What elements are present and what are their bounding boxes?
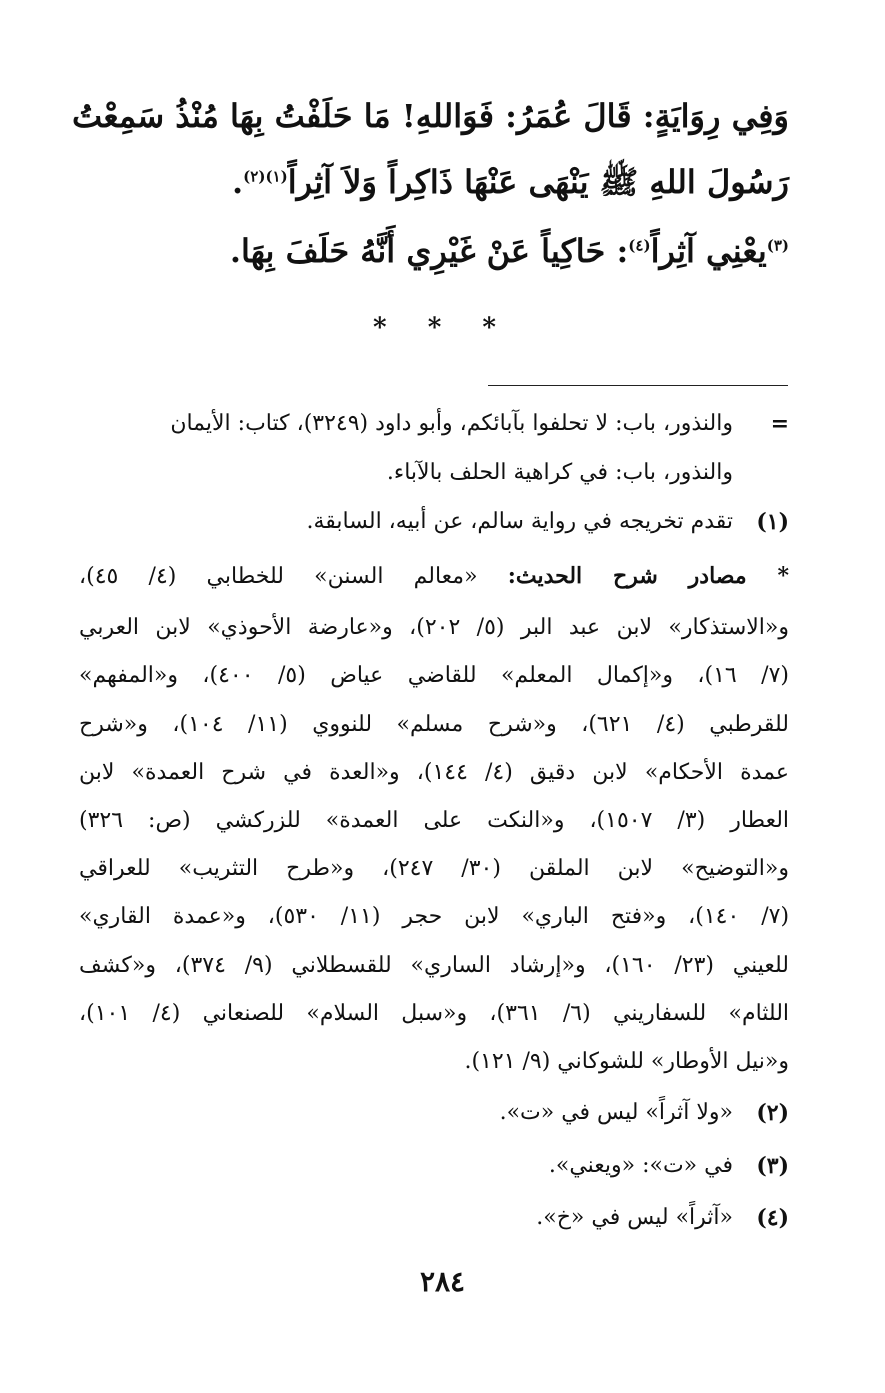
main-text-line-2-body: رَسُولَ اللهِ ﷺ يَنْهَى عَنْهَا ذَاكِراً وَلاَ آثِراً: [287, 163, 789, 201]
sources-line-1: [79, 565, 789, 588]
continuation-marker: =: [770, 411, 789, 437]
footnote-ref-3: (٣): [766, 236, 789, 255]
main-text-line-2: [232, 163, 789, 201]
sources-line-5: عمدة الأحكام» لابن دقيق (٤/ ١٤٤)، و«العدة في شرح العمدة» لابن: [79, 760, 790, 785]
main-text-line-2-end: .: [232, 163, 244, 201]
footnote-divider: [488, 385, 788, 386]
sources-line-3: (٧/ ١٦)، و«إكمال المعلم» للقاضي عياض (٥/ ٤٠٠)، و«المفهم»: [79, 663, 790, 688]
main-text-line-3-word: يعْنِي آثِراً: [650, 232, 767, 270]
footnote-2-text: «ولا آثراً» ليس في «ت».: [499, 1100, 733, 1125]
footnote-4-number: (٤): [756, 1205, 789, 1231]
footnote-ref-4: (٤): [628, 236, 651, 255]
main-text-line-3: [229, 232, 789, 270]
sources-line-7: و«التوضيح» لابن الملقن (٣٠/ ٢٤٧)، و«طرح التثريب» للعراقي: [79, 856, 789, 881]
footnote-3-text: في «ت»: «ويعني».: [548, 1153, 733, 1178]
footnote-2-number: (٢): [756, 1100, 789, 1126]
sources-line-10: اللثام» للسفاريني (٦/ ٣٦١)، و«سبل السلام» للصنعاني (٤/ ١٠١)،: [79, 1001, 790, 1026]
section-separator: * * *: [373, 313, 512, 343]
sources-line-4: للقرطبي (٤/ ٦٢١)، و«شرح مسلم» للنووي (١١/ ١٠٤)، و«شرح: [79, 712, 789, 737]
sources-line-1-text: «معالم السنن» للخطابي (٤/ ٤٥)،: [79, 564, 478, 589]
continuation-line-2: والنذور، باب: في كراهية الحلف بالآباء.: [386, 460, 733, 485]
footnote-1-number: (١): [756, 509, 789, 535]
sources-line-6: العطار (٣/ ١٥٠٧)، و«النكت على العمدة» للزركشي (ص: ٣٢٦): [79, 808, 790, 833]
footnote-3-number: (٣): [756, 1153, 789, 1179]
footnote-4-text: «آثراً» ليس في «خ».: [536, 1205, 733, 1230]
main-text-line-3-body: : حَاكِياً عَنْ غَيْرِي أَنَّهُ حَلَفَ بِهَا.: [229, 232, 629, 270]
sources-line-2: و«الاستذكار» لابن عبد البر (٥/ ٢٠٢)، و«عارضة الأحوذي» لابن العربي: [79, 615, 789, 640]
sources-heading: * مصادر شرح الحديث:: [507, 563, 789, 589]
sources-line-8: (٧/ ١٤٠)، و«فتح الباري» لابن حجر (١١/ ٥٣٠)، و«عمدة القاري»: [79, 904, 790, 929]
continuation-line-1: والنذور، باب: لا تحلفوا بآبائكم، وأبو داود (٣٢٤٩)، كتاب: الأيمان: [170, 411, 733, 436]
footnote-refs-1-2: (١)(٢): [243, 167, 288, 186]
main-text-line-1: وَفِي رِوَايَةٍ: قَالَ عُمَرُ: فَوَاللهِ! مَا حَلَفْتُ بِهَا مُنْذُ سَمِعْتُ: [71, 97, 789, 135]
footnote-1-text: تقدم تخريجه في رواية سالم، عن أبيه، السابقة.: [306, 509, 733, 534]
page-number: ٢٨٤: [419, 1265, 466, 1298]
sources-line-9: للعيني (٢٣/ ١٦٠)، و«إرشاد الساري» للقسطلاني (٩/ ٣٧٤)، و«كشف: [79, 953, 789, 978]
sources-line-11: و«نيل الأوطار» للشوكاني (٩/ ١٢١).: [464, 1049, 789, 1074]
